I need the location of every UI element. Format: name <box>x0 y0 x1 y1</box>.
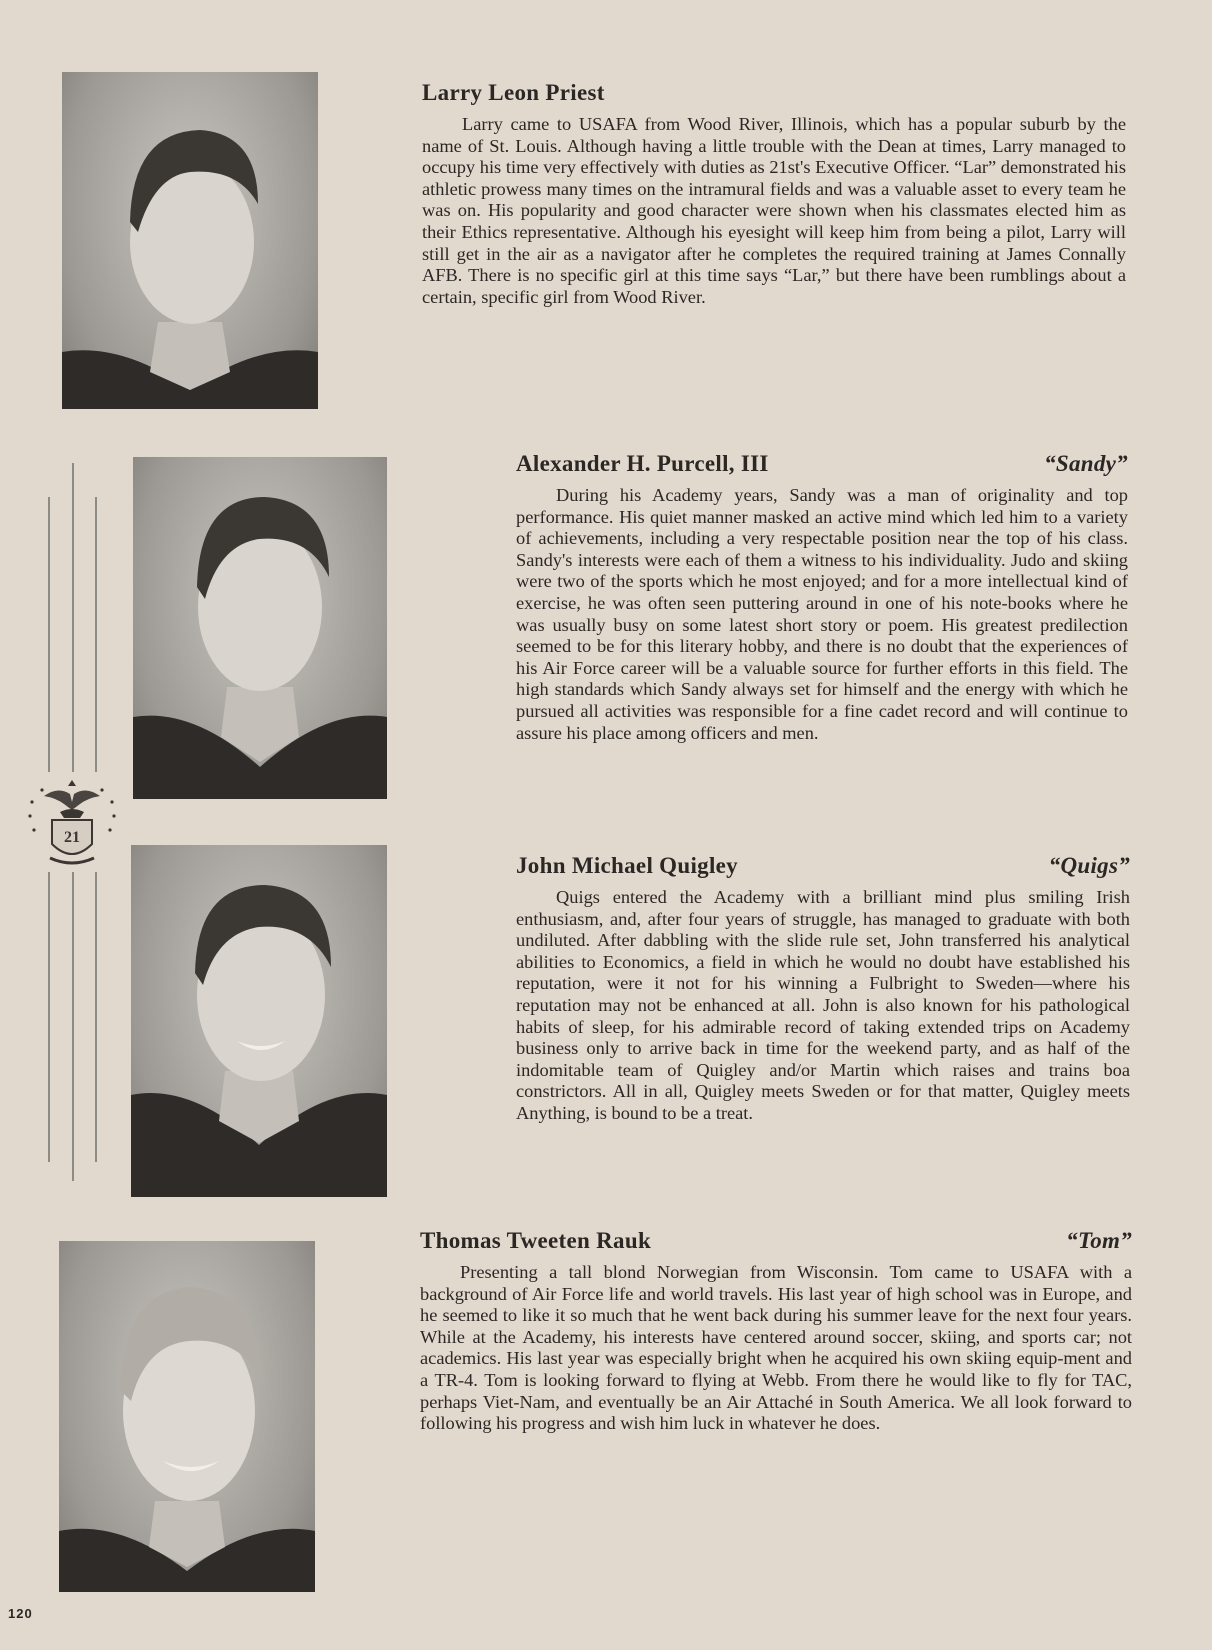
bio-paragraph: Presenting a tall blond Norwegian from Wisconsin. Tom came to USAFA with a background of Air Force life and world travels. His last year of high school was in Europe, and he seemed to like it so much that he went back during his summer leave for the next four years. While at the Academy, his interests have centered around soccer, skiing, and sports car; not academics. His last year was especially bright when he acquired his own skiing equip-ment and a TR-4. Tom is looking forward to flying at Webb. From there he would like to fly for TAC, perhaps Viet-Nam, and eventually be an Air Attaché in South America. We all look forward to following his progress and wish him luck in whatever he does. <box>420 1262 1132 1434</box>
bio-entry-quigley <box>516 853 1130 1125</box>
bio-paragraph: Quigs entered the Academy with a brilliant mind plus smiling Irish enthusiasm, and, after four years of struggle, has managed to graduate with both undiluted. After dabbling with the slide rule set, John transferred his analytical abilities to Economics, a field in which he would no doubt have established his reputation, were it not for his winning a Fulbright to Sweden—where his reputation may not be enhanced at all. John is also known for his pathological habits of sleep, for his admirable record of taking extended trips on Academy business only to arrive back in time for the weekend party, and as half of the indomitable team of Quigley and/or Martin which raises and trains boa constrictors. All in all, Quigley meets Sweden or for that matter, Quigley meets Anything, is bound to be a treat. <box>516 887 1130 1123</box>
crest-numeral: 21 <box>64 829 80 846</box>
portrait-photo-priest <box>62 72 318 409</box>
cadet-nickname: “Sandy” <box>1044 451 1128 476</box>
page-number: 120 <box>8 1606 33 1621</box>
portrait-photo-quigley <box>131 845 387 1197</box>
cadet-nickname: “Tom” <box>1066 1228 1132 1253</box>
bio-header <box>516 451 1128 477</box>
cadet-name: Larry Leon Priest <box>422 80 605 105</box>
bio-paragraph: During his Academy years, Sandy was a man of originality and top performance. His quiet manner masked an active mind which led him to a variety of achievements, including a very respectable position near the top of his class. Sandy's interests were each of them a witness to his individuality. Judo and skiing were two of the sports which he most enjoyed; and for a more intellectual kind of exercise, he was often seen puttering around in one of his note-books where he was usually busy on some latest short story or poem. His greatest predilection seemed to be for this literary hobby, and there is no doubt that the experiences of his Air Force career will be a valuable source for further efforts in this field. The high standards which Sandy always set for himself and the energy with which he pursued all activities was responsible for a fine cadet record and will continue to assure his place among officers and men. <box>516 485 1128 743</box>
bio-header <box>422 80 1126 106</box>
bio-entry-rauk <box>420 1228 1132 1435</box>
cadet-name: Alexander H. Purcell, III <box>516 451 769 476</box>
portrait-photo-purcell <box>133 457 387 799</box>
cadet-nickname: “Quigs” <box>1048 853 1130 878</box>
bio-header <box>420 1228 1132 1254</box>
squadron-crest-icon <box>22 772 122 872</box>
cadet-name: John Michael Quigley <box>516 853 738 878</box>
cadet-name: Thomas Tweeten Rauk <box>420 1228 652 1253</box>
portrait-photo-rauk <box>59 1241 315 1592</box>
bio-entry-purcell <box>516 451 1128 744</box>
bio-header <box>516 853 1130 879</box>
bio-entry-priest <box>422 80 1126 308</box>
bio-paragraph: Larry came to USAFA from Wood River, Illinois, which has a popular suburb by the name of St. Louis. Although having a little trouble with the Dean at times, Larry managed to occupy his time very effectively with duties as 21st's Executive Officer. “Lar” demonstrated his athletic prowess many times on the intramural fields and was a valuable asset to every team he was on. His popularity and good character were shown when his classmates elected him as their Ethics representative. Although his eyesight will keep him from being a pilot, Larry will still get in the air as a navigator after he completes the required training at James Connally AFB. There is no specific girl at this time says “Lar,” but there have been rumblings about a certain, specific girl from Wood River. <box>422 114 1126 307</box>
